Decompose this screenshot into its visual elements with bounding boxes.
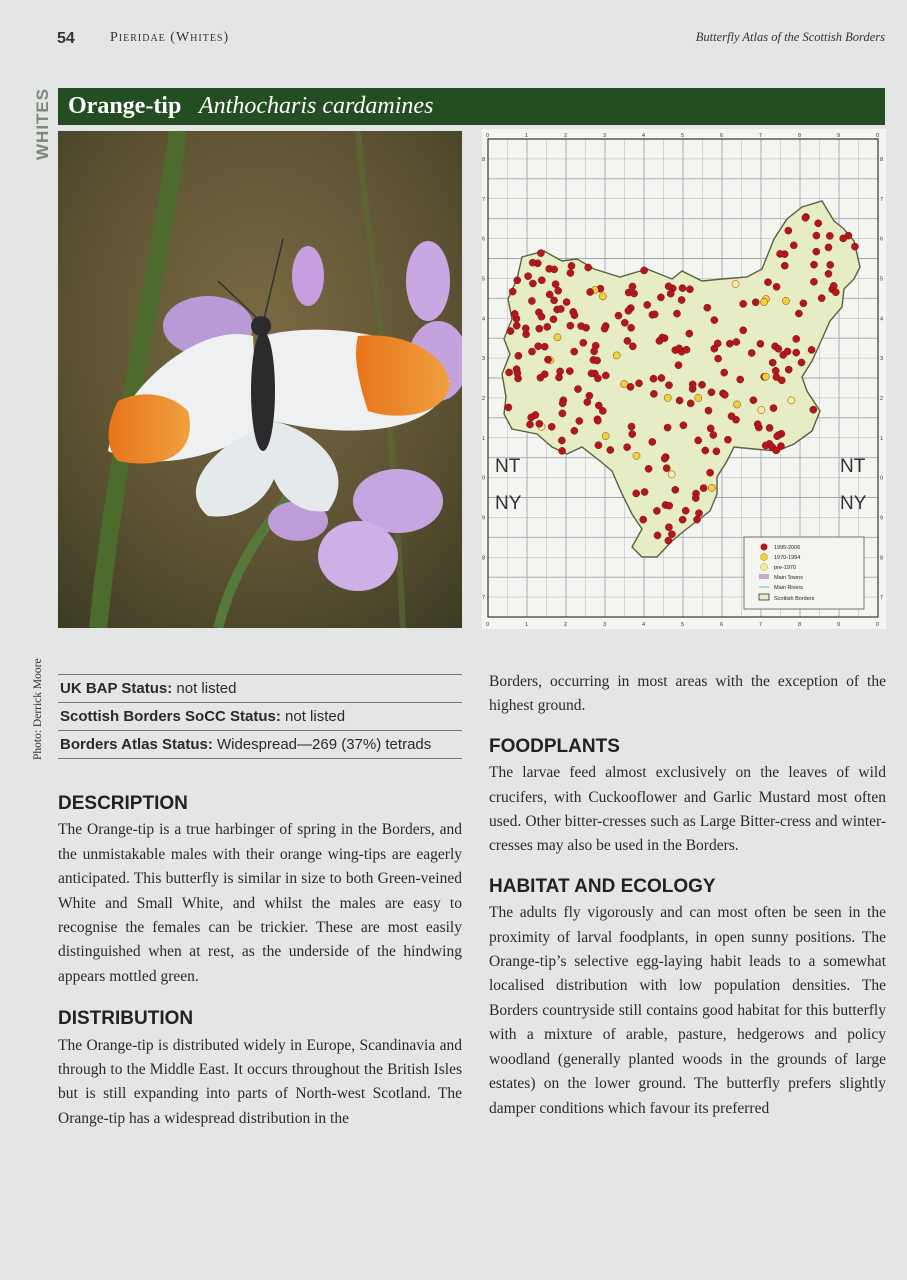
grid-label-nt-left: NT: [495, 456, 521, 477]
grid-label-nt-right: NT: [840, 456, 866, 477]
foodplants-text: The larvae feed almost exclusively on the leaves of wild crucifers, with Cuckooflower and Garlic Mustard most often used. Other bitter-cresses such as Large Bitter-cress and winter-cresses may also be used in the Borders.: [489, 764, 886, 855]
record-dot: [748, 349, 755, 356]
record-dot: [813, 232, 820, 239]
record-dot: [601, 325, 608, 332]
grid-tick-left: 9: [482, 515, 486, 522]
record-dot: [782, 297, 789, 304]
photo-credit: [32, 630, 52, 760]
record-dot: [788, 397, 795, 404]
record-dot: [559, 400, 566, 407]
record-dot: [687, 400, 694, 407]
record-dot: [715, 355, 722, 362]
status-label: UK BAP Status:: [60, 680, 173, 697]
record-dot: [728, 413, 735, 420]
grid-label-ny-right: NY: [840, 493, 867, 514]
record-dot: [710, 431, 717, 438]
grid-tick-right: 8: [880, 156, 884, 163]
record-dot: [683, 346, 690, 353]
record-dot: [772, 367, 779, 374]
record-dot: [721, 391, 728, 398]
record-dot: [813, 248, 820, 255]
record-dot: [576, 417, 583, 424]
record-dot: [558, 437, 565, 444]
record-dot: [555, 287, 562, 294]
record-dot: [628, 423, 635, 430]
record-dot: [773, 447, 780, 454]
record-dot: [554, 334, 561, 341]
book-title-header: Butterfly Atlas of the Scottish Borders: [695, 30, 885, 44]
map-canvas: [482, 129, 886, 629]
record-dot: [538, 313, 545, 320]
record-dot: [664, 424, 671, 431]
record-dot: [695, 510, 702, 517]
record-dot: [830, 282, 837, 289]
butterfly-photo: [58, 131, 462, 628]
record-dot: [733, 401, 740, 408]
record-dot: [627, 383, 634, 390]
record-dot: [676, 397, 683, 404]
grid-tick-right: 4: [880, 316, 884, 323]
grid-tick-bottom: 8: [798, 622, 802, 628]
record-dot: [507, 328, 514, 335]
species-common-name: Orange-tip: [68, 93, 182, 119]
record-dot: [650, 375, 657, 382]
record-dot: [651, 311, 658, 318]
record-dot: [602, 372, 609, 379]
record-dot: [541, 371, 548, 378]
legend-borders-swatch: [759, 594, 769, 600]
grid-tick-bottom: 0: [876, 622, 880, 628]
section-header: Pieridae (Whites): [110, 30, 230, 45]
legend-old: pre-1970: [774, 565, 797, 571]
grid-tick-top: 6: [720, 133, 724, 139]
record-dot: [665, 524, 672, 531]
record-dot: [594, 417, 601, 424]
record-dot: [802, 214, 809, 221]
record-dot: [724, 436, 731, 443]
grid-tick-right: 5: [880, 276, 884, 283]
record-dot: [672, 486, 679, 493]
record-dot: [595, 402, 602, 409]
record-dot: [595, 442, 602, 449]
record-dot: [770, 405, 777, 412]
record-dot: [584, 399, 591, 406]
grid-tick-bottom: 5: [681, 622, 685, 628]
record-dot: [818, 295, 825, 302]
record-dot: [535, 343, 542, 350]
grid-tick-bottom: 0: [486, 622, 490, 628]
record-dot: [668, 531, 675, 538]
grid-tick-bottom: 1: [525, 622, 529, 628]
record-dot: [559, 447, 566, 454]
record-dot: [566, 368, 573, 375]
status-table: [58, 674, 462, 759]
record-dot: [665, 537, 672, 544]
record-dot: [761, 299, 768, 306]
record-dot: [641, 267, 648, 274]
record-dot: [793, 349, 800, 356]
record-dot: [665, 283, 672, 290]
record-dot: [750, 397, 757, 404]
record-dot: [550, 316, 557, 323]
habitat-heading: HABITAT AND ECOLOGY: [489, 875, 716, 897]
record-dot: [544, 323, 551, 330]
record-dot: [557, 305, 564, 312]
record-dot: [764, 279, 771, 286]
grid-tick-bottom: 4: [642, 622, 646, 628]
status-value: Widespread—269 (37%) tetrads: [212, 736, 432, 753]
record-dot: [676, 345, 683, 352]
left-column: [58, 792, 462, 1131]
record-dot: [708, 389, 715, 396]
record-dot: [528, 414, 535, 421]
record-dot: [757, 340, 764, 347]
grid-tick-top: 1: [525, 133, 529, 139]
record-dot: [602, 433, 609, 440]
record-dot: [645, 465, 652, 472]
record-dot: [541, 343, 548, 350]
status-label: Borders Atlas Status:: [60, 736, 213, 753]
record-dot: [664, 394, 671, 401]
grid-tick-left: 1: [482, 435, 486, 442]
status-value: not listed: [280, 708, 346, 725]
record-dot: [762, 373, 769, 380]
foodplants-heading: FOODPLANTS: [489, 735, 620, 757]
species-title-bar: [58, 88, 885, 125]
record-dot: [826, 232, 833, 239]
grid-tick-top: 2: [564, 133, 568, 139]
grid-tick-left: 8: [482, 156, 486, 163]
continued-text: Borders, occurring in most areas with the exception of the highest ground.: [489, 673, 886, 715]
record-dot: [526, 421, 533, 428]
grid-tick-left: 2: [482, 395, 486, 402]
distribution-heading: DISTRIBUTION: [58, 1008, 194, 1030]
grid-tick-top: 5: [681, 133, 685, 139]
record-dot: [698, 381, 705, 388]
habitat-text: The adults fly vigorously and can most often be seen in the proximity of larval foodplants, in open sunny positions. The Orange-tip’s selective egg-laying habit leads to a somewhat localised distribution with low population densities. The Borders countryside still contains good habitat for this butterfly with a mixture of arable, pasture, hedgerows and policy woodland (generally planted woods in the grounds of large estates) on the lower ground. The butterfly prefers slightly damper conditions which favour its preferred: [489, 904, 886, 1117]
record-dot: [675, 362, 682, 369]
right-column: [489, 670, 886, 1121]
record-dot: [775, 345, 782, 352]
record-dot: [654, 532, 661, 539]
record-dot: [693, 516, 700, 523]
record-dot: [624, 337, 631, 344]
grid-tick-right: 0: [880, 475, 884, 482]
grid-tick-right: 3: [880, 356, 884, 363]
description-heading: DESCRIPTION: [58, 793, 188, 814]
grid-tick-bottom: 6: [720, 622, 724, 628]
legend-mid-marker: [761, 554, 768, 561]
grid-tick-left: 0: [482, 475, 486, 482]
grid-tick-left: 3: [482, 356, 486, 363]
record-dot: [591, 348, 598, 355]
record-dot: [840, 235, 847, 242]
record-dot: [708, 484, 715, 491]
record-dot: [798, 359, 805, 366]
record-dot: [774, 433, 781, 440]
record-dot: [704, 304, 711, 311]
record-dot: [680, 422, 687, 429]
grid-tick-left: 4: [482, 316, 486, 323]
record-dot: [624, 444, 631, 451]
grid-tick-bottom: 2: [564, 622, 568, 628]
record-dot: [567, 269, 574, 276]
record-dot: [563, 299, 570, 306]
record-dot: [644, 301, 651, 308]
record-dot: [629, 343, 636, 350]
record-dot: [528, 348, 535, 355]
record-dot: [525, 273, 532, 280]
grid-tick-right: 6: [880, 236, 884, 243]
record-dot: [737, 376, 744, 383]
grid-tick-top: 3: [603, 133, 607, 139]
record-dot: [599, 293, 606, 300]
species-latin-name: Anthocharis cardamines: [199, 93, 434, 119]
grid-tick-left: 8: [482, 555, 486, 562]
record-dot: [667, 290, 674, 297]
page-number: 54: [57, 30, 75, 47]
record-dot: [640, 516, 647, 523]
record-dot: [682, 507, 689, 514]
record-dot: [538, 277, 545, 284]
record-dot: [832, 289, 839, 296]
record-dot: [633, 452, 640, 459]
record-dot: [548, 423, 555, 430]
record-dot: [588, 370, 595, 377]
record-dot: [825, 244, 832, 251]
record-dot: [625, 307, 632, 314]
record-dot: [546, 291, 553, 298]
record-dot: [800, 300, 807, 307]
record-dot: [633, 490, 640, 497]
record-dot: [851, 243, 858, 250]
record-dot: [777, 250, 784, 257]
record-dot: [621, 319, 628, 326]
grid-tick-top: 4: [642, 133, 646, 139]
record-dot: [586, 392, 593, 399]
record-dot: [657, 294, 664, 301]
record-dot: [568, 262, 575, 269]
record-dot: [689, 381, 696, 388]
record-dot: [714, 340, 721, 347]
record-dot: [515, 352, 522, 359]
record-dot: [784, 348, 791, 355]
record-dot: [790, 242, 797, 249]
record-dot: [686, 330, 693, 337]
description-text: The Orange-tip is a true harbinger of spring in the Borders, and the unmistakable males with their orange wing-tips are eagerly anticipated. This butterfly is similar in size to both Green-veined White and Small White, and whilst the males are easy to recognise the females can be trickier. These are most easily distinguished when at rest, as the underside of the hindwing appears mottled green.: [58, 821, 462, 985]
grid-tick-top: 7: [759, 133, 763, 139]
status-value: not listed: [172, 680, 237, 697]
record-dot: [665, 382, 672, 389]
record-dot: [571, 348, 578, 355]
record-dot: [702, 447, 709, 454]
grid-tick-top: 0: [876, 133, 880, 139]
record-dot: [629, 431, 636, 438]
grid-tick-right: 2: [880, 395, 884, 402]
legend-recent-marker: [761, 544, 768, 551]
record-dot: [583, 324, 590, 331]
legend-mid: 1970-1994: [774, 555, 801, 561]
status-row-atlas: [58, 731, 462, 759]
record-dot: [631, 290, 638, 297]
record-dot: [514, 370, 521, 377]
grid-tick-top: 9: [837, 133, 841, 139]
record-dot: [678, 296, 685, 303]
record-dot: [740, 327, 747, 334]
record-dot: [529, 280, 536, 287]
record-dot: [707, 469, 714, 476]
record-dot: [511, 310, 518, 317]
record-dot: [810, 278, 817, 285]
record-dot: [505, 404, 512, 411]
record-dot: [686, 286, 693, 293]
grid-tick-left: 7: [482, 595, 486, 602]
grid-tick-right: 7: [880, 196, 884, 203]
photo-credit-text: Photo: Derrick Moore: [32, 658, 44, 760]
record-dot: [695, 394, 702, 401]
record-dot: [733, 338, 740, 345]
record-dot: [621, 381, 628, 388]
record-dot: [781, 262, 788, 269]
record-dot: [641, 488, 648, 495]
grid-tick-right: 7: [880, 595, 884, 602]
grid-tick-top: 8: [798, 133, 802, 139]
record-dot: [754, 421, 761, 428]
record-dot: [571, 427, 578, 434]
record-dot: [808, 346, 815, 353]
record-dot: [513, 322, 520, 329]
record-dot: [594, 357, 601, 364]
legend-rivers: Main Rivers: [774, 585, 804, 591]
record-dot: [537, 250, 544, 257]
grid-tick-right: 9: [880, 515, 884, 522]
legend-borders: Scottish Borders: [774, 596, 815, 602]
record-dot: [673, 310, 680, 317]
record-dot: [567, 322, 574, 329]
grid-tick-bottom: 3: [603, 622, 607, 628]
section-side-tab: [33, 87, 53, 160]
legend-towns-swatch: [759, 574, 769, 579]
record-dot: [810, 406, 817, 413]
grid-tick-bottom: 9: [837, 622, 841, 628]
record-dot: [815, 220, 822, 227]
map-legend: [744, 537, 864, 609]
record-dot: [615, 312, 622, 319]
record-dot: [529, 259, 536, 266]
record-dot: [658, 374, 665, 381]
record-dot: [705, 407, 712, 414]
record-dot: [536, 420, 543, 427]
record-dot: [762, 442, 769, 449]
record-dot: [557, 368, 564, 375]
record-dot: [785, 227, 792, 234]
record-dot: [653, 507, 660, 514]
record-dot: [571, 312, 578, 319]
status-label: Scottish Borders SoCC Status:: [60, 708, 281, 725]
record-dot: [795, 310, 802, 317]
record-dot: [711, 317, 718, 324]
record-dot: [506, 369, 513, 376]
record-dot: [773, 374, 780, 381]
record-dot: [707, 425, 714, 432]
record-dot: [528, 297, 535, 304]
record-dot: [559, 410, 566, 417]
record-dot: [544, 356, 551, 363]
record-dot: [666, 502, 673, 509]
record-dot: [650, 390, 657, 397]
record-dot: [732, 281, 739, 288]
record-dot: [758, 406, 765, 413]
record-dot: [773, 283, 780, 290]
record-dot: [628, 324, 635, 331]
record-dot: [509, 288, 516, 295]
record-dot: [585, 264, 592, 271]
record-dot: [580, 339, 587, 346]
record-dot: [551, 266, 558, 273]
record-dot: [740, 300, 747, 307]
grid-label-ny-left: NY: [495, 493, 522, 514]
record-dot: [514, 277, 521, 284]
record-dot: [695, 437, 702, 444]
grid-tick-bottom: 7: [759, 622, 763, 628]
record-dot: [713, 448, 720, 455]
grid-tick-left: 5: [482, 276, 486, 283]
distribution-map: [482, 129, 886, 629]
record-dot: [656, 337, 663, 344]
record-dot: [752, 299, 759, 306]
record-dot: [661, 455, 668, 462]
record-dot: [635, 380, 642, 387]
legend-recent: 1995-2006: [774, 545, 801, 551]
grid-tick-top: 0: [486, 133, 490, 139]
legend-towns: Main Towns: [774, 575, 803, 581]
status-row-uk-bap: [58, 674, 462, 703]
record-dot: [700, 485, 707, 492]
record-dot: [721, 369, 728, 376]
record-dot: [785, 366, 792, 373]
record-dot: [587, 288, 594, 295]
record-dot: [668, 471, 675, 478]
record-dot: [692, 495, 699, 502]
grid-tick-left: 6: [482, 236, 486, 243]
record-dot: [536, 325, 543, 332]
record-dot: [769, 359, 776, 366]
record-dot: [613, 352, 620, 359]
record-dot: [663, 465, 670, 472]
record-dot: [607, 446, 614, 453]
record-dot: [649, 438, 656, 445]
grid-tick-right: 1: [880, 435, 884, 442]
record-dot: [766, 424, 773, 431]
grid-tick-right: 8: [880, 555, 884, 562]
record-dot: [827, 261, 834, 268]
status-row-socc: [58, 703, 462, 731]
record-dot: [726, 340, 733, 347]
record-dot: [574, 386, 581, 393]
grid-tick-left: 7: [482, 196, 486, 203]
record-dot: [825, 270, 832, 277]
record-dot: [810, 261, 817, 268]
record-dot: [552, 281, 559, 288]
record-dot: [679, 516, 686, 523]
record-dot: [793, 335, 800, 342]
legend-old-marker: [761, 564, 768, 571]
record-dot: [679, 285, 686, 292]
distribution-text: The Orange-tip is distributed widely in Europe, Scandinavia and through to the Middle East. It occurs throughout the British Isles but is still expanding into parts of North-west Scotland. The Orange-tip has a widespread distribution in the: [58, 1036, 462, 1127]
record-dot: [522, 325, 529, 332]
side-tab-label: WHITES: [33, 87, 52, 160]
